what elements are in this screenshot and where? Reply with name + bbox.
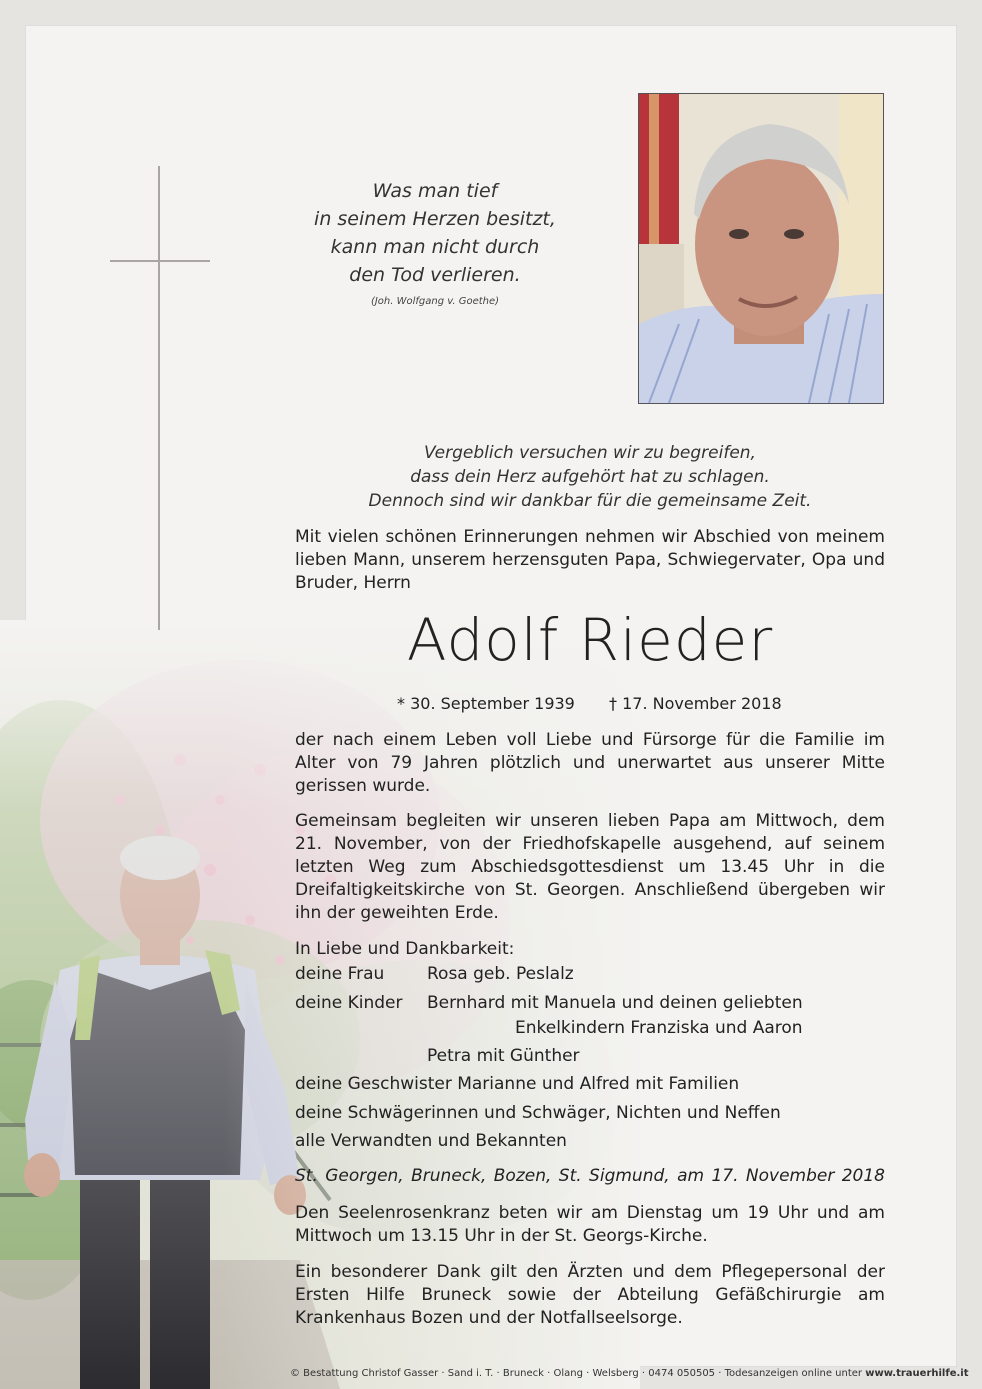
deceased-name: Adolf Rieder [406, 606, 774, 674]
thanks-paragraph: Ein besonderer Dank gilt den Ärzten und dem Pflegepersonal der Ersten Hilfe Bruneck sowie der Abteilung Gefäßchirurgie am Krankenhaus Bozen und der Notfallseelsorge. [295, 1262, 885, 1328]
funeral-paragraph: Gemeinsam begleiten wir unseren lieben Papa am Mittwoch, dem 21. November, von der Friedhofskapelle ausgehend, auf seinem letzten Weg zum Abschiedsgottesdienst um 13.45 Uhr in die Dreifaltigkeitskirche von St. Georgen. Anschließend übergeben wir ihn der geweihten Erde. [295, 811, 885, 923]
verse [295, 441, 885, 513]
wife-label: deine Frau [295, 964, 385, 984]
quote-author: (Joh. Wolfgang v. Goethe) [370, 296, 500, 307]
birth-date: * 30. September 1939 [397, 694, 575, 713]
verse-line: Dennoch sind wir dankbar für die gemeinsame Zeit. [368, 491, 812, 511]
child-1: Bernhard mit Manuela und deinen geliebten [427, 993, 803, 1013]
place-and-date: St. Georgen, Bruneck, Bozen, St. Sigmund, am 17. November 2018 [295, 1166, 885, 1186]
verse-line: Vergeblich versuchen wir zu begreifen, [424, 443, 756, 463]
cross-horizontal-bar [110, 260, 210, 262]
mourners-heading: In Liebe und Dankbarkeit: [295, 939, 515, 959]
rosary-paragraph: Den Seelenrosenkranz beten wir am Dienstag um 19 Uhr und am Mittwoch um 13.15 Uhr in der St. Georgs-Kirche. [295, 1203, 885, 1246]
in-laws: deine Schwägerinnen und Schwäger, Nichten und Neffen [295, 1103, 781, 1123]
cross-vertical-bar [158, 166, 160, 630]
quote-line: kann man nicht durch [330, 236, 540, 258]
siblings: deine Geschwister Marianne und Alfred mit Familien [295, 1074, 740, 1094]
wife-name: Rosa geb. Peslalz [427, 964, 574, 984]
footer-text: © Bestattung Christof Gasser · Sand i. T. · Bruneck · Olang · Welsberg · 0474 050505 · Todesanzeigen online unter [290, 1368, 866, 1379]
portrait-photo [638, 93, 884, 404]
quote-line: den Tod verlieren. [349, 264, 521, 286]
footer [290, 1368, 969, 1379]
quote-line: in seinem Herzen besitzt, [314, 208, 556, 230]
grandchildren: Enkelkindern Franziska und Aaron [515, 1018, 803, 1038]
verse-line: dass dein Herz aufgehört hat zu schlagen. [410, 467, 770, 487]
footer-link[interactable]: www.trauerhilfe.it [865, 1368, 969, 1379]
children-label: deine Kinder [295, 993, 403, 1013]
death-paragraph: der nach einem Leben voll Liebe und Fürsorge für die Familie im Alter von 79 Jahren plötzlich und unerwartet aus unserer Mitte gerissen wurde. [295, 730, 885, 796]
intro-paragraph: Mit vielen schönen Erinnerungen nehmen wir Abschied von meinem lieben Mann, unserem herzensguten Papa, Schwiegervater, Opa und Bruder, Herrn [295, 527, 885, 593]
goethe-quote [290, 177, 580, 289]
death-date: † 17. November 2018 [609, 694, 782, 713]
quote-line: Was man tief [372, 180, 498, 202]
child-2: Petra mit Günther [427, 1046, 580, 1066]
relatives: alle Verwandten und Bekannten [295, 1131, 567, 1151]
